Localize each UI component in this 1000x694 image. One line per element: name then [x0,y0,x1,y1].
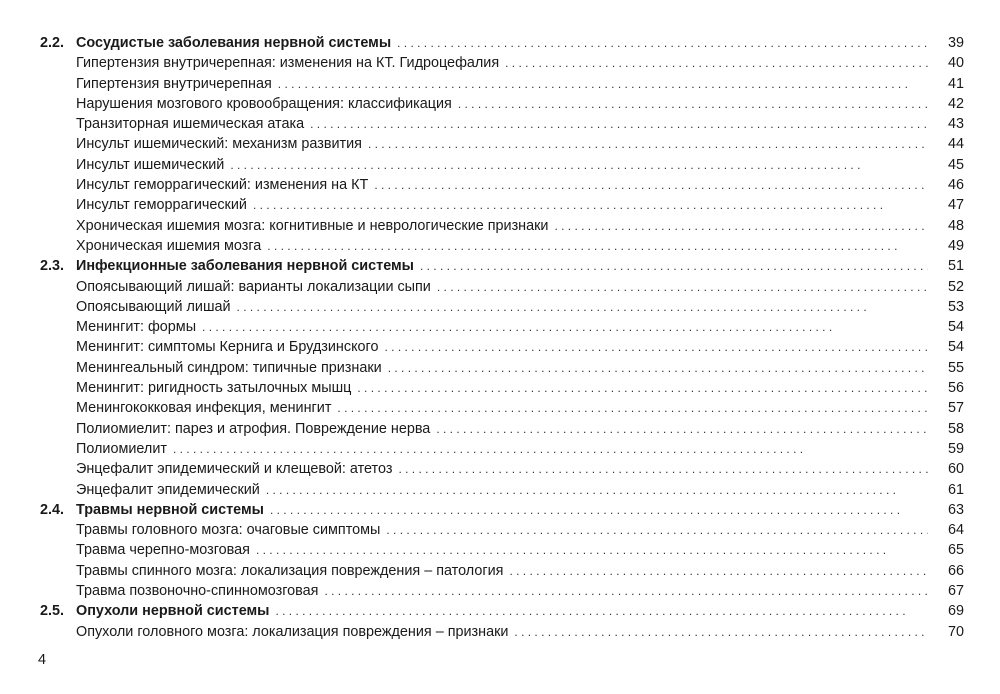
toc-title: Нарушения мозгового кровообращения: классификация [76,95,452,112]
toc-title: Менингит: ригидность затылочных мышц [76,380,352,397]
toc-page-number: 60 [947,461,964,478]
toc-title: Опухоли нервной системы [76,603,270,620]
dot-leader [436,419,928,439]
toc-section-row[interactable] [40,256,964,276]
toc-title: Транзиторная ишемическая атака [76,116,305,133]
toc-page-number: 43 [947,116,964,133]
toc-page-number: 54 [947,319,964,336]
toc-entry-row[interactable] [40,134,964,154]
toc-entry-row[interactable] [40,459,964,479]
toc-page-number: 54 [947,339,964,356]
toc-page-number: 40 [947,55,964,72]
toc-page-number: 64 [947,522,964,539]
toc-entry-row[interactable] [40,175,964,195]
dot-leader [368,134,928,154]
dot-leader [388,358,928,378]
toc-page-number: 69 [947,603,964,620]
toc-entry-row[interactable] [40,216,964,236]
dot-leader [374,175,928,195]
dot-leader [514,622,928,642]
toc-entry-row[interactable] [40,581,964,601]
toc-page-number: 61 [947,481,964,498]
toc-page-number: 49 [947,237,964,254]
toc-entry-row[interactable] [40,317,964,337]
dot-leader [173,439,928,459]
toc-page-number: 42 [947,95,964,112]
dot-leader [278,74,928,94]
toc-title: Гипертензия внутричерепная: изменения на КТ. Гидроцефалия [76,55,500,72]
dot-leader [237,297,928,317]
toc-page-number: 45 [947,156,964,173]
toc-entry-row[interactable] [40,155,964,175]
toc-entry-row[interactable] [40,358,964,378]
toc-title: Менингококковая инфекция, менингит [76,400,332,417]
toc-section-row[interactable] [40,601,964,621]
toc-entry-row[interactable] [40,114,964,134]
toc-entry-row[interactable] [40,540,964,560]
dot-leader [275,601,928,621]
toc-entry-row[interactable] [40,53,964,73]
dot-leader [266,480,928,500]
toc-page-number: 63 [947,501,964,518]
dot-leader [509,561,928,581]
toc-title: Инсульт геморрагический [76,197,247,214]
toc-page-number: 57 [947,400,964,417]
toc-title: Травмы нервной системы [76,501,264,518]
toc-page-number: 46 [947,177,964,194]
toc-entry-row[interactable] [40,419,964,439]
toc-section-number: 2.5. [40,603,65,620]
toc-title: Полиомиелит [76,440,167,457]
toc-entry-row[interactable] [40,297,964,317]
toc-entry-row[interactable] [40,378,964,398]
toc-entry-row[interactable] [40,236,964,256]
toc-page-number: 66 [947,562,964,579]
toc-page-number: 58 [947,420,964,437]
toc-title: Менингит: симптомы Кернига и Брудзинского [76,339,379,356]
toc-section-number: 2.2. [40,35,65,51]
toc-entry-row[interactable] [40,74,964,94]
dot-leader [310,114,928,134]
toc-page-number: 59 [947,440,964,457]
toc-title: Травмы головного мозга: очаговые симптомы [76,522,381,539]
toc-page-number: 41 [947,75,964,92]
toc-entry-row[interactable] [40,277,964,297]
table-of-contents [40,33,964,642]
toc-section-number: 2.4. [40,501,65,518]
toc-page-number: 67 [947,583,964,600]
toc-title: Травмы спинного мозга: локализация повреждения – патология [76,562,504,579]
toc-section-row[interactable] [40,500,964,520]
toc-entry-row[interactable] [40,480,964,500]
toc-entry-row[interactable] [40,337,964,357]
toc-title: Опоясывающий лишай: варианты локализации сыпи [76,278,431,295]
dot-leader [337,398,928,418]
toc-title: Гипертензия внутричерепная [76,75,272,92]
dot-leader [397,33,928,53]
toc-section-number: 2.3. [40,258,65,275]
dot-leader [384,337,928,357]
toc-title: Менингеальный синдром: типичные признаки [76,359,382,376]
toc-title: Травма черепно-мозговая [76,542,250,559]
toc-page-number: 47 [947,197,964,214]
dot-leader [437,277,928,297]
toc-title: Энцефалит эпидемический и клещевой: атетоз [76,461,393,478]
dot-leader [253,195,928,215]
toc-title: Полиомиелит: парез и атрофия. Повреждение нерва [76,420,431,437]
toc-entry-row[interactable] [40,94,964,114]
toc-entry-row[interactable] [40,520,964,540]
dot-leader [267,236,928,256]
toc-page-number: 51 [947,258,964,275]
dot-leader [420,256,928,276]
toc-section-row[interactable] [40,33,964,53]
toc-page-number: 55 [947,359,964,376]
toc-entry-row[interactable] [40,195,964,215]
toc-title: Сосудистые заболевания нервной системы [76,35,392,51]
dot-leader [256,540,928,560]
toc-title: Инсульт геморрагический: изменения на КТ [76,177,369,194]
dot-leader [398,459,928,479]
dot-leader [554,216,928,236]
toc-page-number: 70 [947,623,964,640]
toc-title: Инсульт ишемический [76,156,225,173]
dot-leader [505,53,928,73]
page-number: 4 [38,652,47,668]
toc-title: Опухоли головного мозга: локализация повреждения – признаки [76,623,509,640]
dot-leader [458,94,928,114]
dot-leader [324,581,928,601]
dot-leader [357,378,928,398]
toc-entry-row[interactable] [40,439,964,459]
toc-title: Энцефалит эпидемический [76,481,260,498]
toc-page-number: 56 [947,380,964,397]
toc-entry-row[interactable] [40,622,964,642]
toc-page-number: 53 [947,298,964,315]
dot-leader [386,520,928,540]
toc-page-number: 65 [947,542,964,559]
toc-title: Хроническая ишемия мозга [76,237,262,254]
toc-title: Инсульт ишемический: механизм развития [76,136,362,153]
toc-title: Травма позвоночно-спинномозговая [76,583,319,600]
dot-leader [270,500,928,520]
toc-title: Менингит: формы [76,319,197,336]
dot-leader [202,317,928,337]
toc-title: Опоясывающий лишай [76,298,231,315]
toc-page-number: 44 [947,136,964,153]
toc-entry-row[interactable] [40,398,964,418]
toc-page-number: 39 [947,35,964,51]
toc-page-number: 48 [947,217,964,234]
toc-page-number: 52 [947,278,964,295]
toc-entry-row[interactable] [40,561,964,581]
dot-leader [230,155,928,175]
toc-title: Инфекционные заболевания нервной системы [76,258,414,275]
toc-title: Хроническая ишемия мозга: когнитивные и неврологические признаки [76,217,549,234]
